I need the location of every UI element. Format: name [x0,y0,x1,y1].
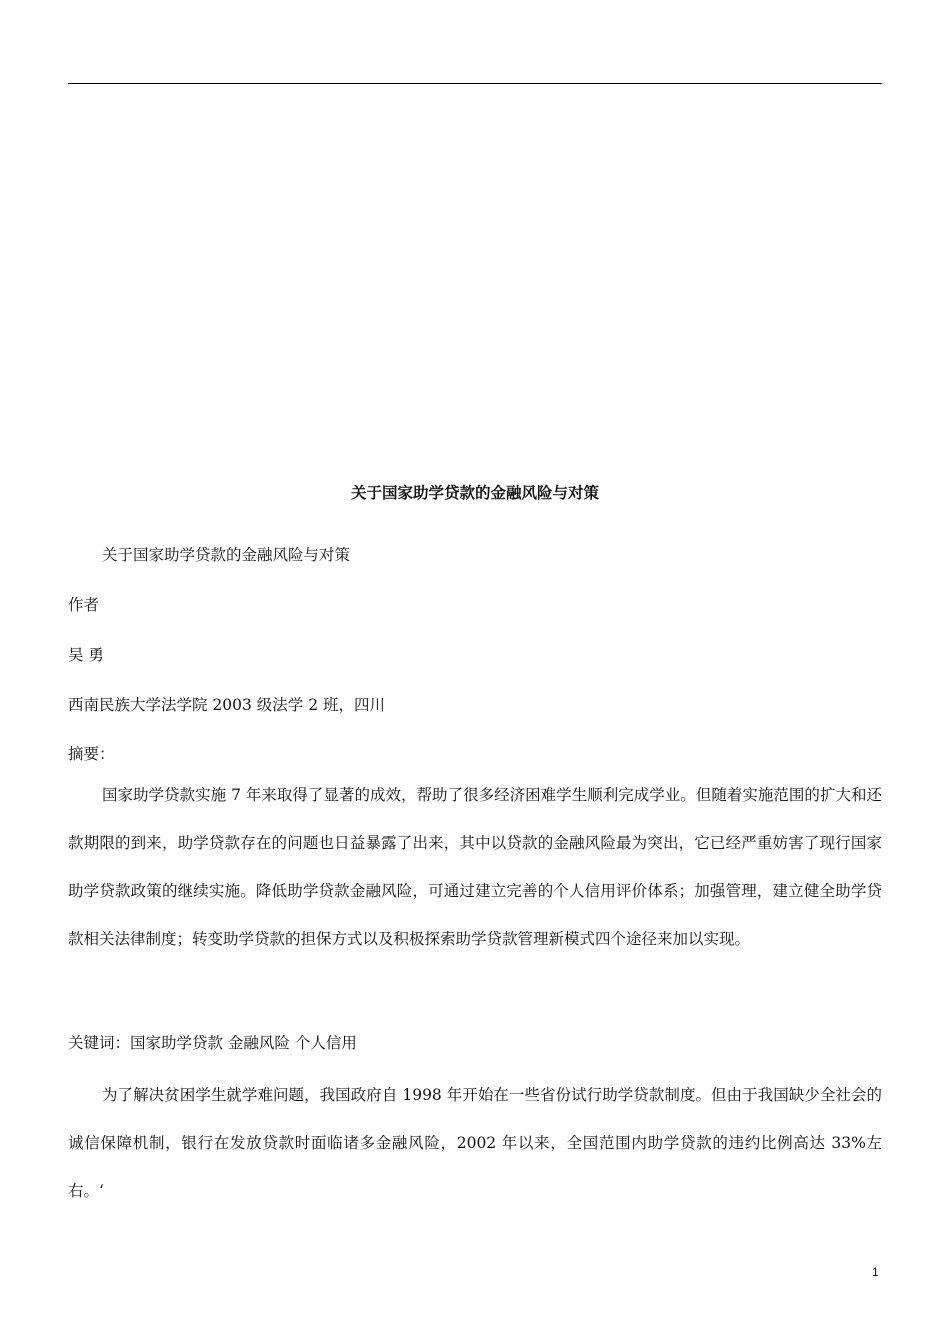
document-title: 关于国家助学贷款的金融风险与对策 [350,483,599,502]
intro-paragraph: 为了解决贫困学生就学难问题，我国政府自 1998 年开始在一些省份试行助学贷款制度。但由于我国缺少全社会的诚信保障机制，银行在发放贷款时面临诸多金融风险，2002 年以来，全国范围内助学贷款的违约比例高达 33%左右。‘ [68,1086,882,1200]
abstract-paragraph: 国家助学贷款实施 7 年来取得了显著的成效，帮助了很多经济困难学生顺利完成学业。但随着实施范围的扩大和还款期限的到来，助学贷款存在的问题也日益暴露了出来，其中以贷款的金融风险最为突出，它已经严重妨害了现行国家助学贷款政策的继续实施。降低助学贷款金融风险，可通过建立完善的个人信用评价体系；加强管理，建立健全助学贷款相关法律制度；转变助学贷款的担保方式以及积极探索助学贷款管理新模式四个途径来加以实现。 [68,786,882,948]
header-rule [68,83,882,84]
author-name: 吴 勇 [68,646,104,664]
author-label: 作者 [68,596,100,614]
abstract-label: 摘要： [68,745,115,763]
author-affiliation: 西南民族大学法学院 2003 级法学 2 班，四川 [68,696,386,714]
page-number: 1 [872,1265,879,1279]
keywords-line: 关键词：国家助学贷款 金融风险 个人信用 [68,1034,357,1052]
document-subtitle: 关于国家助学贷款的金融风险与对策 [102,546,351,564]
